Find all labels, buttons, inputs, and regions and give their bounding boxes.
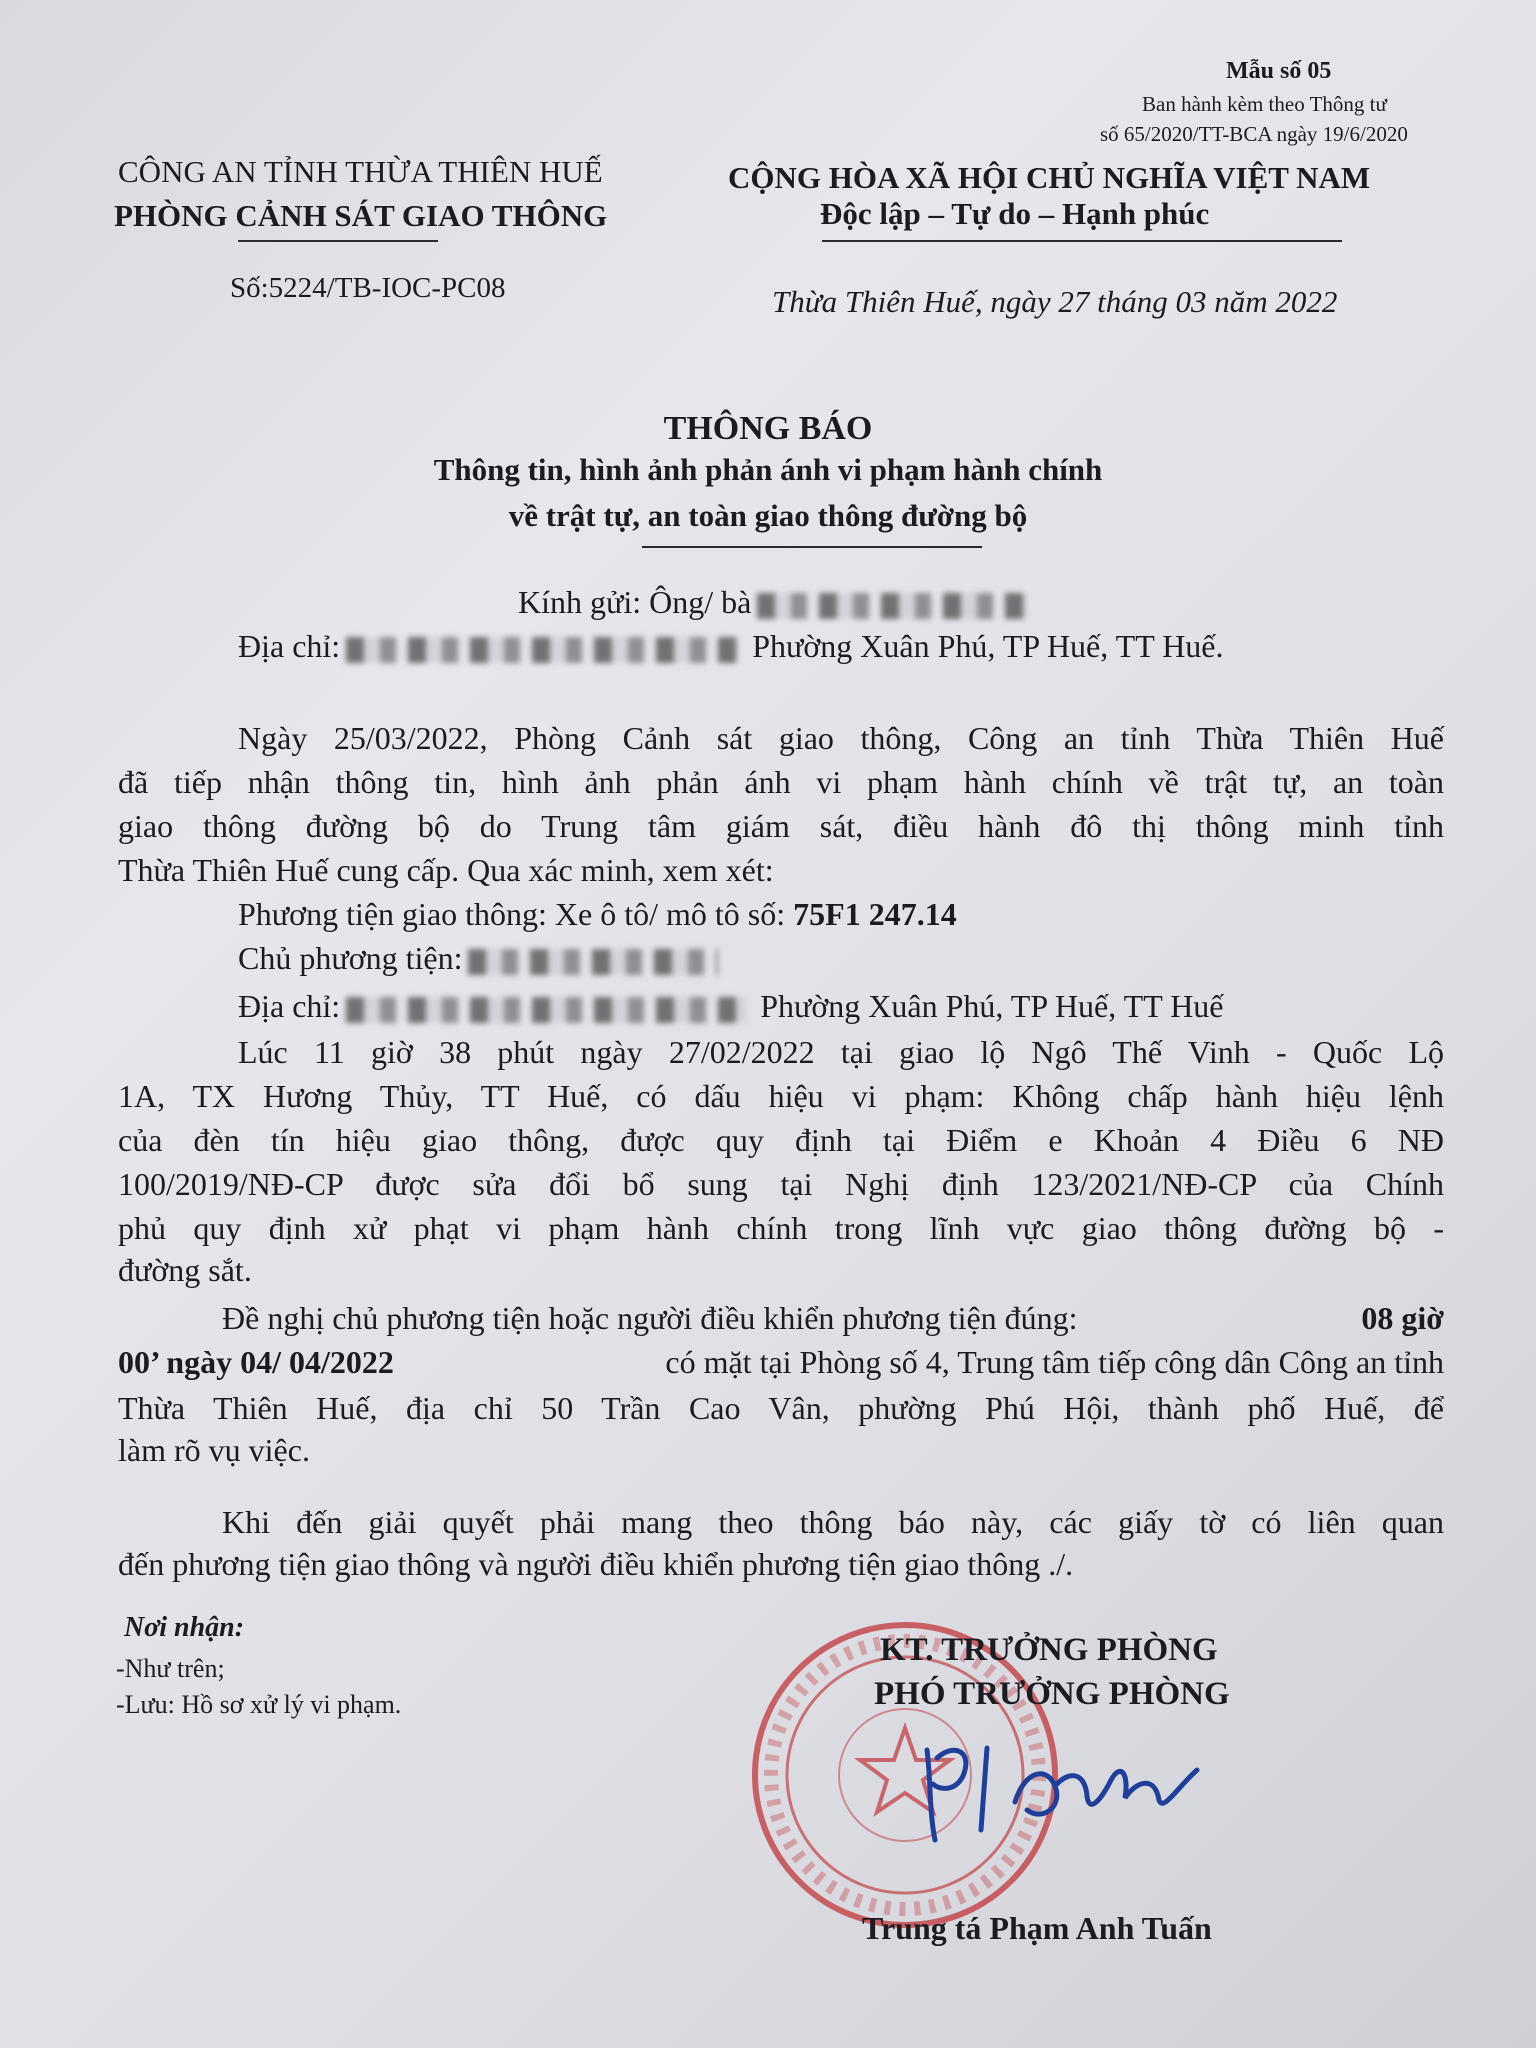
owner-address-tail: Phường Xuân Phú, TP Huế, TT Huế [760, 988, 1224, 1024]
p3-line-2 [118, 1344, 1444, 1381]
title-line-1-wrap [0, 452, 1536, 488]
appointment-date: 00’ ngày 04/ 04/2022 [118, 1344, 394, 1380]
agency-name: PHÒNG CẢNH SÁT GIAO THÔNG [114, 198, 608, 233]
title-main: THÔNG BÁO [663, 410, 873, 447]
recipient-line [518, 584, 1033, 621]
document-title [0, 410, 1536, 448]
redacted-address [346, 637, 738, 663]
p1-line-3: giao thông đường bộ do Trung tâm giám sát, điều hành đô thị thông minh tỉnh [118, 808, 1444, 844]
p2-line-5: phủ quy định xử phạt vi phạm hành chính trong lĩnh vực giao thông đường bộ - [118, 1210, 1444, 1246]
p3-line-1 [222, 1300, 1444, 1337]
vehicle-line [238, 896, 957, 933]
agency-parent: CÔNG AN TỈNH THỪA THIÊN HUẾ [118, 154, 603, 189]
signer-name: Trung tá Phạm Anh Tuấn [862, 1910, 1212, 1946]
recipient-address-tail: Phường Xuân Phú, TP Huế, TT Huế. [752, 628, 1224, 664]
place-and-date: Thừa Thiên Huế, ngày 27 tháng 03 năm 2022 [772, 284, 1338, 319]
circular-reference: số 65/2020/TT-BCA ngày 19/6/2020 [1100, 122, 1408, 146]
recipient-item-1: -Như trên; [116, 1654, 225, 1683]
document-number: Số:5224/TB-IOC-PC08 [230, 272, 506, 304]
recipients-title: Nơi nhận: [124, 1612, 245, 1643]
title-line-1: Thông tin, hình ảnh phản ánh vi phạm hành chính [433, 452, 1103, 487]
owner-line [238, 940, 724, 977]
p2-line-1: Lúc 11 giờ 38 phút ngày 27/02/2022 tại giao lộ Ngô Thế Vinh - Quốc Lộ [238, 1034, 1444, 1070]
title-line-2-wrap [0, 498, 1536, 534]
p1-line-4: Thừa Thiên Huế cung cấp. Qua xác minh, xem xét: [118, 852, 774, 888]
recipient-address-label: Địa chỉ: [238, 628, 341, 664]
owner-label: Chủ phương tiện: [238, 940, 463, 976]
redacted-name [757, 593, 1027, 619]
issued-with-note: Ban hành kèm theo Thông tư [1142, 92, 1387, 116]
p2-line-3: của đèn tín hiệu giao thông, được quy định tại Điểm e Khoản 4 Điều 6 NĐ [118, 1122, 1444, 1158]
p2-line-2: 1A, TX Hương Thủy, TT Huế, có dấu hiệu vi phạm: Không chấp hành hiệu lệnh [118, 1078, 1444, 1114]
p3-line-2b: có mặt tại Phòng số 4, Trung tâm tiếp công dân Công an tỉnh [665, 1344, 1444, 1380]
motto-underline [822, 240, 1342, 242]
p3-line-3: Thừa Thiên Huế, địa chỉ 50 Trần Cao Vân, phường Phú Hội, thành phố Huế, để [118, 1390, 1444, 1426]
title-line-2: về trật tự, an toàn giao thông đường bộ [508, 498, 1028, 533]
p3-line-4: làm rõ vụ việc. [118, 1432, 310, 1468]
redacted-owner-address [346, 997, 746, 1023]
appointment-hour: 08 giờ [1361, 1300, 1444, 1336]
owner-address-line [238, 988, 1224, 1025]
redacted-owner [468, 949, 718, 975]
vehicle-label: Phương tiện giao thông: Xe ô tô/ mô tô số: [238, 896, 786, 932]
signature-title-2: PHÓ TRƯỞNG PHÒNG [874, 1676, 1230, 1712]
recipient-address-line [238, 628, 1224, 665]
recipient-item-2: -Lưu: Hồ sơ xử lý vi phạm. [116, 1690, 402, 1719]
p2-line-6: đường sắt. [118, 1252, 252, 1288]
p3-line-1a: Đề nghị chủ phương tiện hoặc người điều khiển phương tiện đúng: [222, 1300, 1078, 1336]
signature-title-1: KT. TRƯỞNG PHÒNG [880, 1632, 1218, 1668]
p2-line-4: 100/2019/NĐ-CP được sửa đổi bổ sung tại Nghị định 123/2021/NĐ-CP của Chính [118, 1166, 1444, 1202]
owner-address-label: Địa chỉ: [238, 988, 341, 1024]
form-number: Mẫu số 05 [1226, 58, 1332, 84]
agency-underline [238, 240, 438, 242]
country-name: CỘNG HÒA XÃ HỘI CHỦ NGHĨA VIỆT NAM [728, 160, 1371, 195]
p1-line-1: Ngày 25/03/2022, Phòng Cảnh sát giao thông, Công an tỉnh Thừa Thiên Huế [238, 720, 1444, 756]
p4-line-1: Khi đến giải quyết phải mang theo thông báo này, các giấy tờ có liên quan [222, 1504, 1444, 1540]
handwritten-signature-icon [915, 1730, 1215, 1860]
national-motto: Độc lập – Tự do – Hạnh phúc [820, 196, 1210, 231]
recipient-greeting: Kính gửi: Ông/ bà [518, 584, 752, 620]
p4-line-2: đến phương tiện giao thông và người điều khiển phương tiện giao thông ./. [118, 1546, 1074, 1582]
license-plate: 75F1 247.14 [793, 896, 957, 932]
p1-line-2: đã tiếp nhận thông tin, hình ảnh phản ánh vi phạm hành chính về trật tự, an toàn [118, 764, 1444, 800]
title-underline [642, 546, 982, 548]
